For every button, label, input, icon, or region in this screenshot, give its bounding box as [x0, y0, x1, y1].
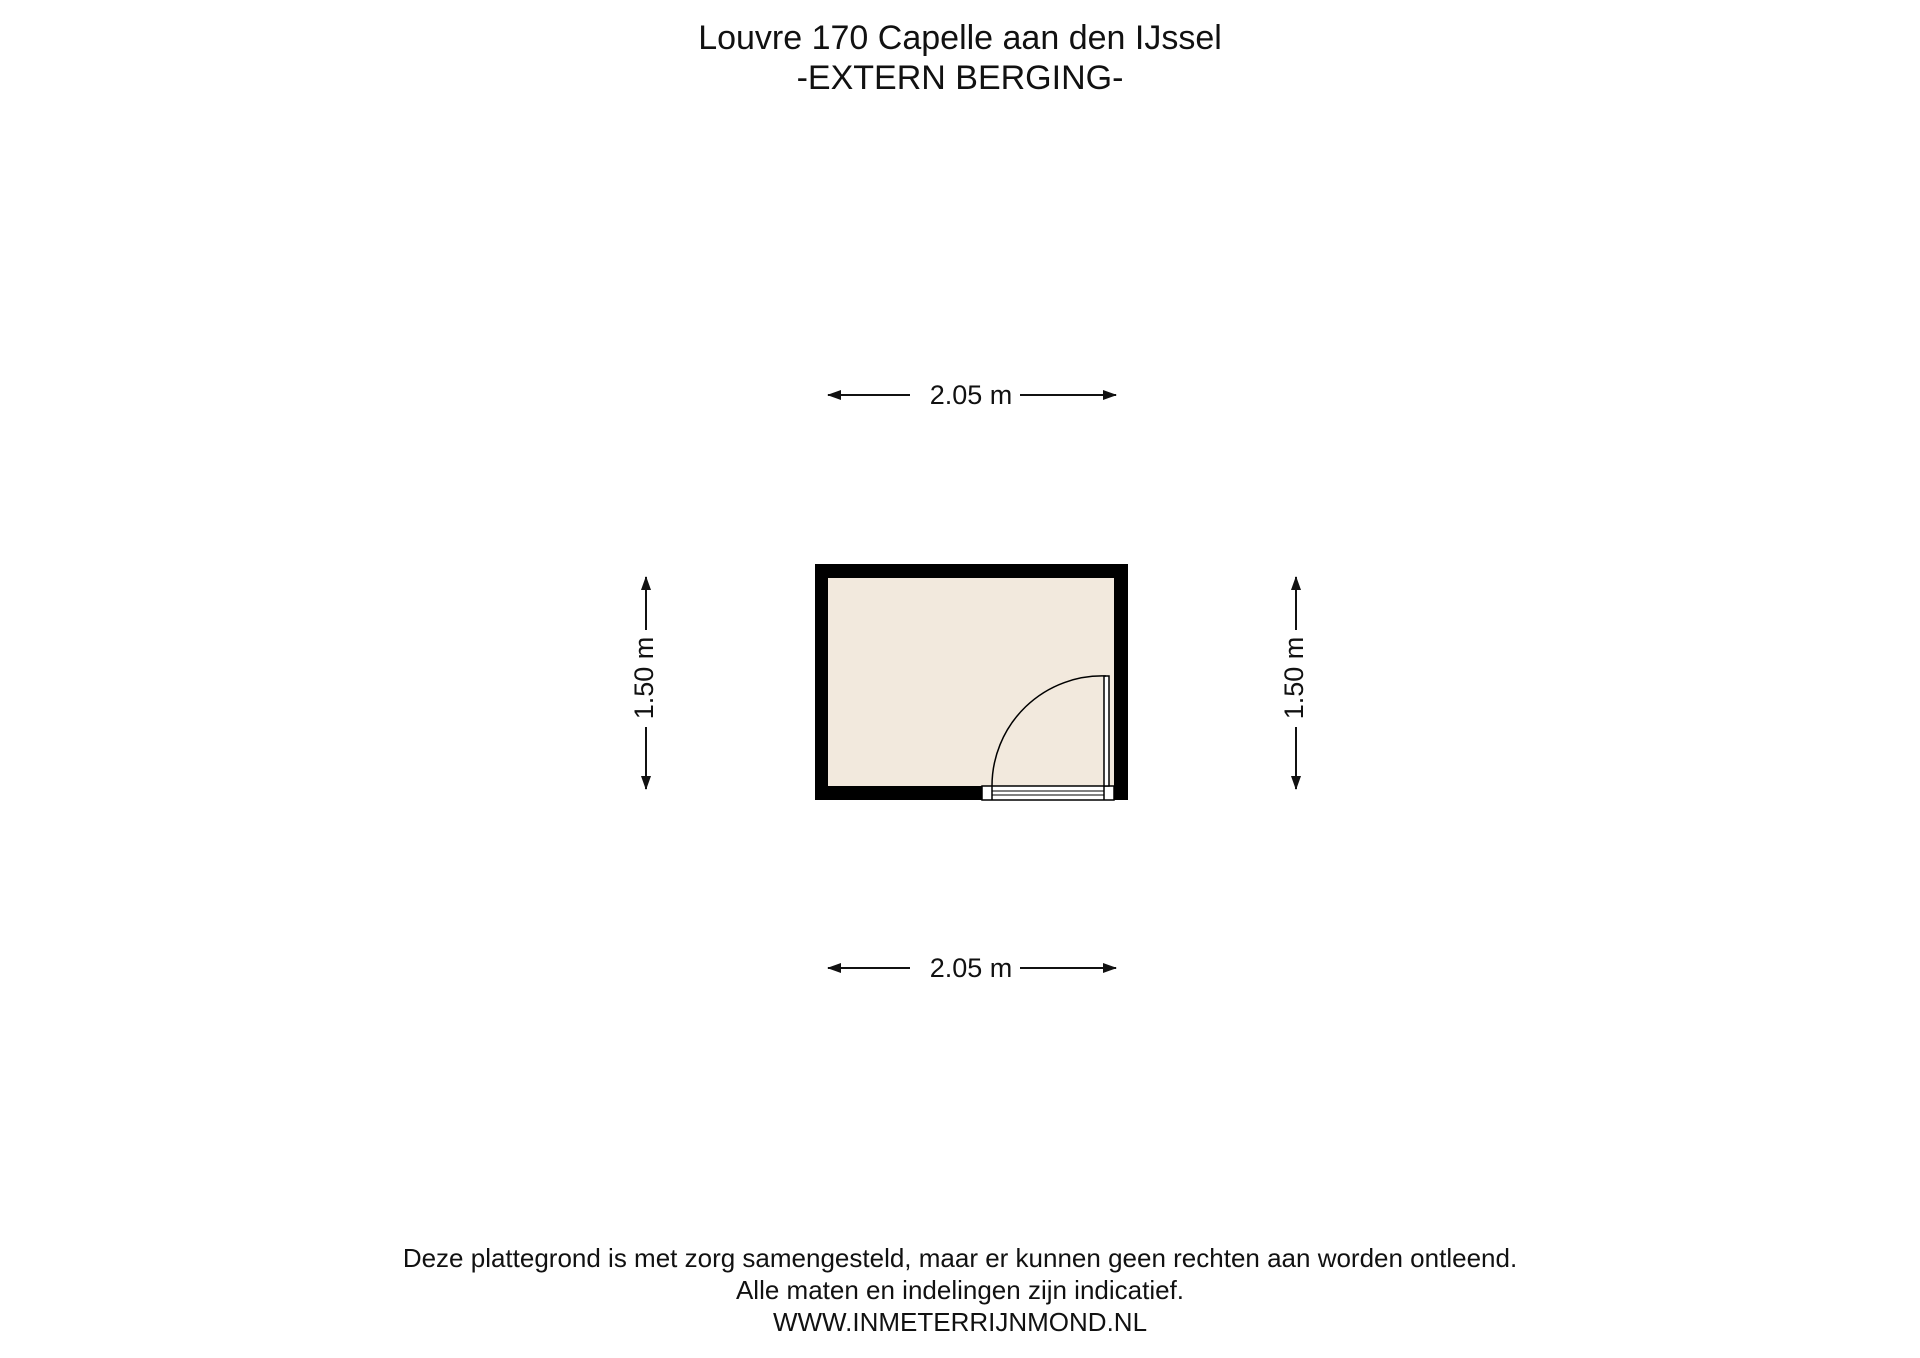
- wall-left: [815, 564, 828, 800]
- bottom-width-label: 2.05 m: [929, 953, 1013, 983]
- wall-top: [815, 564, 1128, 578]
- top-width-dimension: [828, 380, 1116, 410]
- door-threshold: [982, 786, 1114, 800]
- website-link[interactable]: WWW.INMETERRIJNMOND.NL: [772, 1307, 1148, 1337]
- left-height-label: 1.50 m: [629, 636, 660, 720]
- footer-block: [0, 1242, 1920, 1338]
- left-height-dimension: [629, 577, 659, 789]
- room-floor: [828, 578, 1114, 786]
- address-title: Louvre 170 Capelle aan den IJssel: [698, 19, 1222, 57]
- wall-bottom-left: [815, 786, 982, 800]
- storage-room: [815, 564, 1128, 800]
- right-height-label: 1.50 m: [1279, 636, 1310, 720]
- disclaimer-text: Deze plattegrond is met zorg samengesteld, maar er kunnen geen rechten aan worden ontleend.: [402, 1243, 1518, 1273]
- bottom-width-dimension: [828, 953, 1116, 983]
- door-leaf: [1104, 676, 1109, 786]
- indicative-note: Alle maten en indelingen zijn indicatief.: [735, 1275, 1185, 1305]
- top-width-label: 2.05 m: [929, 380, 1013, 410]
- section-title: -EXTERN BERGING-: [796, 59, 1124, 97]
- right-height-dimension: [1279, 577, 1309, 789]
- wall-right: [1114, 564, 1128, 800]
